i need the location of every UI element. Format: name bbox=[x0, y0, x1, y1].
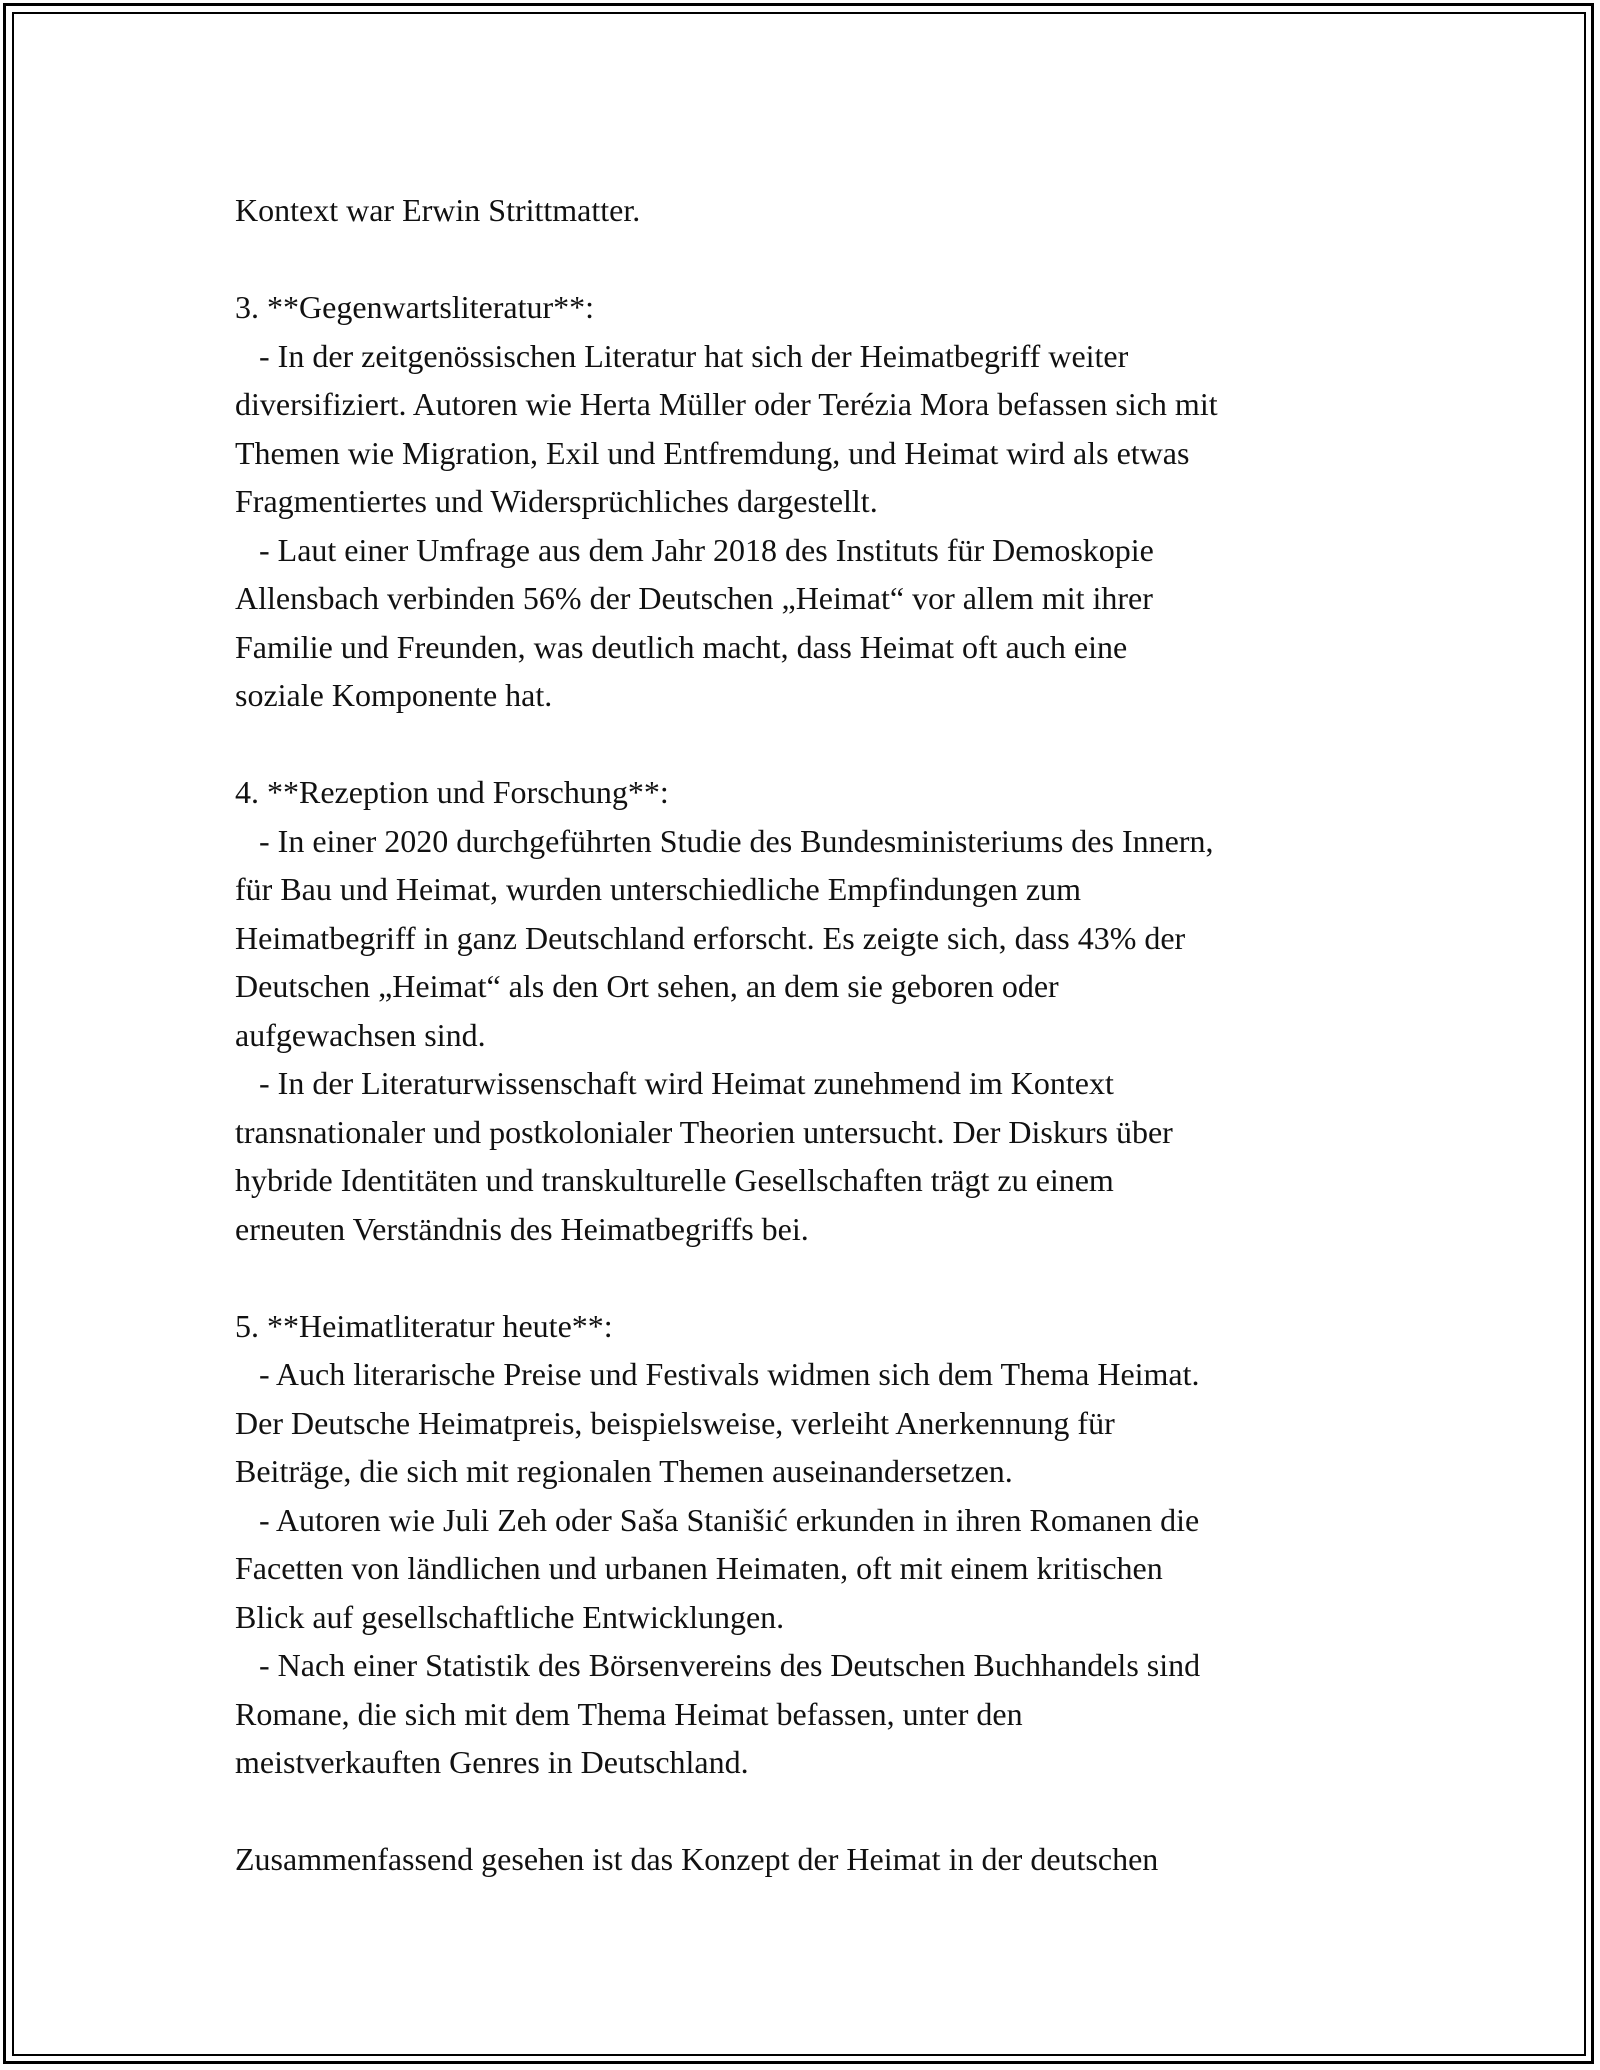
text-line: - In der Literaturwissenschaft wird Heimat zunehmend im Kontext bbox=[235, 1065, 1114, 1101]
text-line: Deutschen „Heimat“ als den Ort sehen, an dem sie geboren oder bbox=[235, 968, 1059, 1004]
blank-line bbox=[235, 1787, 1385, 1836]
text-line: diversifiziert. Autoren wie Herta Müller oder Terézia Mora befassen sich mit bbox=[235, 386, 1218, 422]
text-line: für Bau und Heimat, wurden unterschiedliche Empfindungen zum bbox=[235, 871, 1081, 907]
text-line: Facetten von ländlichen und urbanen Heimaten, oft mit einem kritischen bbox=[235, 1550, 1163, 1586]
text-line: hybride Identitäten und transkulturelle Gesellschaften trägt zu einem bbox=[235, 1162, 1114, 1198]
text-line: aufgewachsen sind. bbox=[235, 1016, 486, 1053]
text-line: - Laut einer Umfrage aus dem Jahr 2018 des Instituts für Demoskopie bbox=[235, 531, 1154, 568]
text-line: Zusammenfassend gesehen ist das Konzept der Heimat in der deutschen bbox=[235, 1841, 1159, 1877]
text-line: - In der zeitgenössischen Literatur hat sich der Heimatbegriff weiter bbox=[235, 337, 1129, 374]
text-line: Familie und Freunden, was deutlich macht, dass Heimat oft auch eine bbox=[235, 628, 1128, 665]
section-heading: 5. **Heimatliteratur heute**: bbox=[235, 1307, 613, 1344]
section-heading: 3. **Gegenwartsliteratur**: bbox=[235, 289, 594, 325]
text-line: Blick auf gesellschaftliche Entwicklungen. bbox=[235, 1598, 785, 1635]
text-line: Heimatbegriff in ganz Deutschland erforscht. Es zeigte sich, dass 43% der bbox=[235, 919, 1186, 956]
text-line: - Nach einer Statistik des Börsenvereins des Deutschen Buchhandels sind bbox=[235, 1647, 1201, 1683]
text-line: Kontext war Erwin Strittmatter. bbox=[235, 192, 641, 228]
text-line: - Auch literarische Preise und Festivals widmen sich dem Thema Heimat. bbox=[235, 1356, 1200, 1392]
text-line: Der Deutsche Heimatpreis, beispielsweise, verleiht Anerkennung für bbox=[235, 1404, 1115, 1441]
text-line: - Autoren wie Juli Zeh oder Saša Stanišić erkunden in ihren Romanen die bbox=[235, 1501, 1200, 1538]
text-line: soziale Komponente hat. bbox=[235, 677, 553, 713]
section-heading: 4. **Rezeption und Forschung**: bbox=[235, 774, 669, 810]
blank-line bbox=[235, 235, 1385, 284]
document-body bbox=[235, 186, 1385, 1884]
text-line: transnationaler und postkolonialer Theorien untersucht. Der Diskurs über bbox=[235, 1113, 1173, 1150]
text-line: Themen wie Migration, Exil und Entfremdung, und Heimat wird als etwas bbox=[235, 434, 1190, 471]
text-line: Allensbach verbinden 56% der Deutschen „Heimat“ vor allem mit ihrer bbox=[235, 580, 1153, 616]
text-line: Fragmentiertes und Widersprüchliches dargestellt. bbox=[235, 483, 878, 519]
blank-line bbox=[235, 720, 1385, 769]
text-line: meistverkauften Genres in Deutschland. bbox=[235, 1744, 749, 1780]
blank-line bbox=[235, 1253, 1385, 1302]
text-line: - In einer 2020 durchgeführten Studie des Bundesministeriums des Innern, bbox=[235, 822, 1214, 859]
text-line: Beiträge, die sich mit regionalen Themen auseinandersetzen. bbox=[235, 1453, 1013, 1489]
text-line: erneuten Verständnis des Heimatbegriffs bei. bbox=[235, 1210, 809, 1247]
text-line: Romane, die sich mit dem Thema Heimat befassen, unter den bbox=[235, 1695, 1023, 1732]
